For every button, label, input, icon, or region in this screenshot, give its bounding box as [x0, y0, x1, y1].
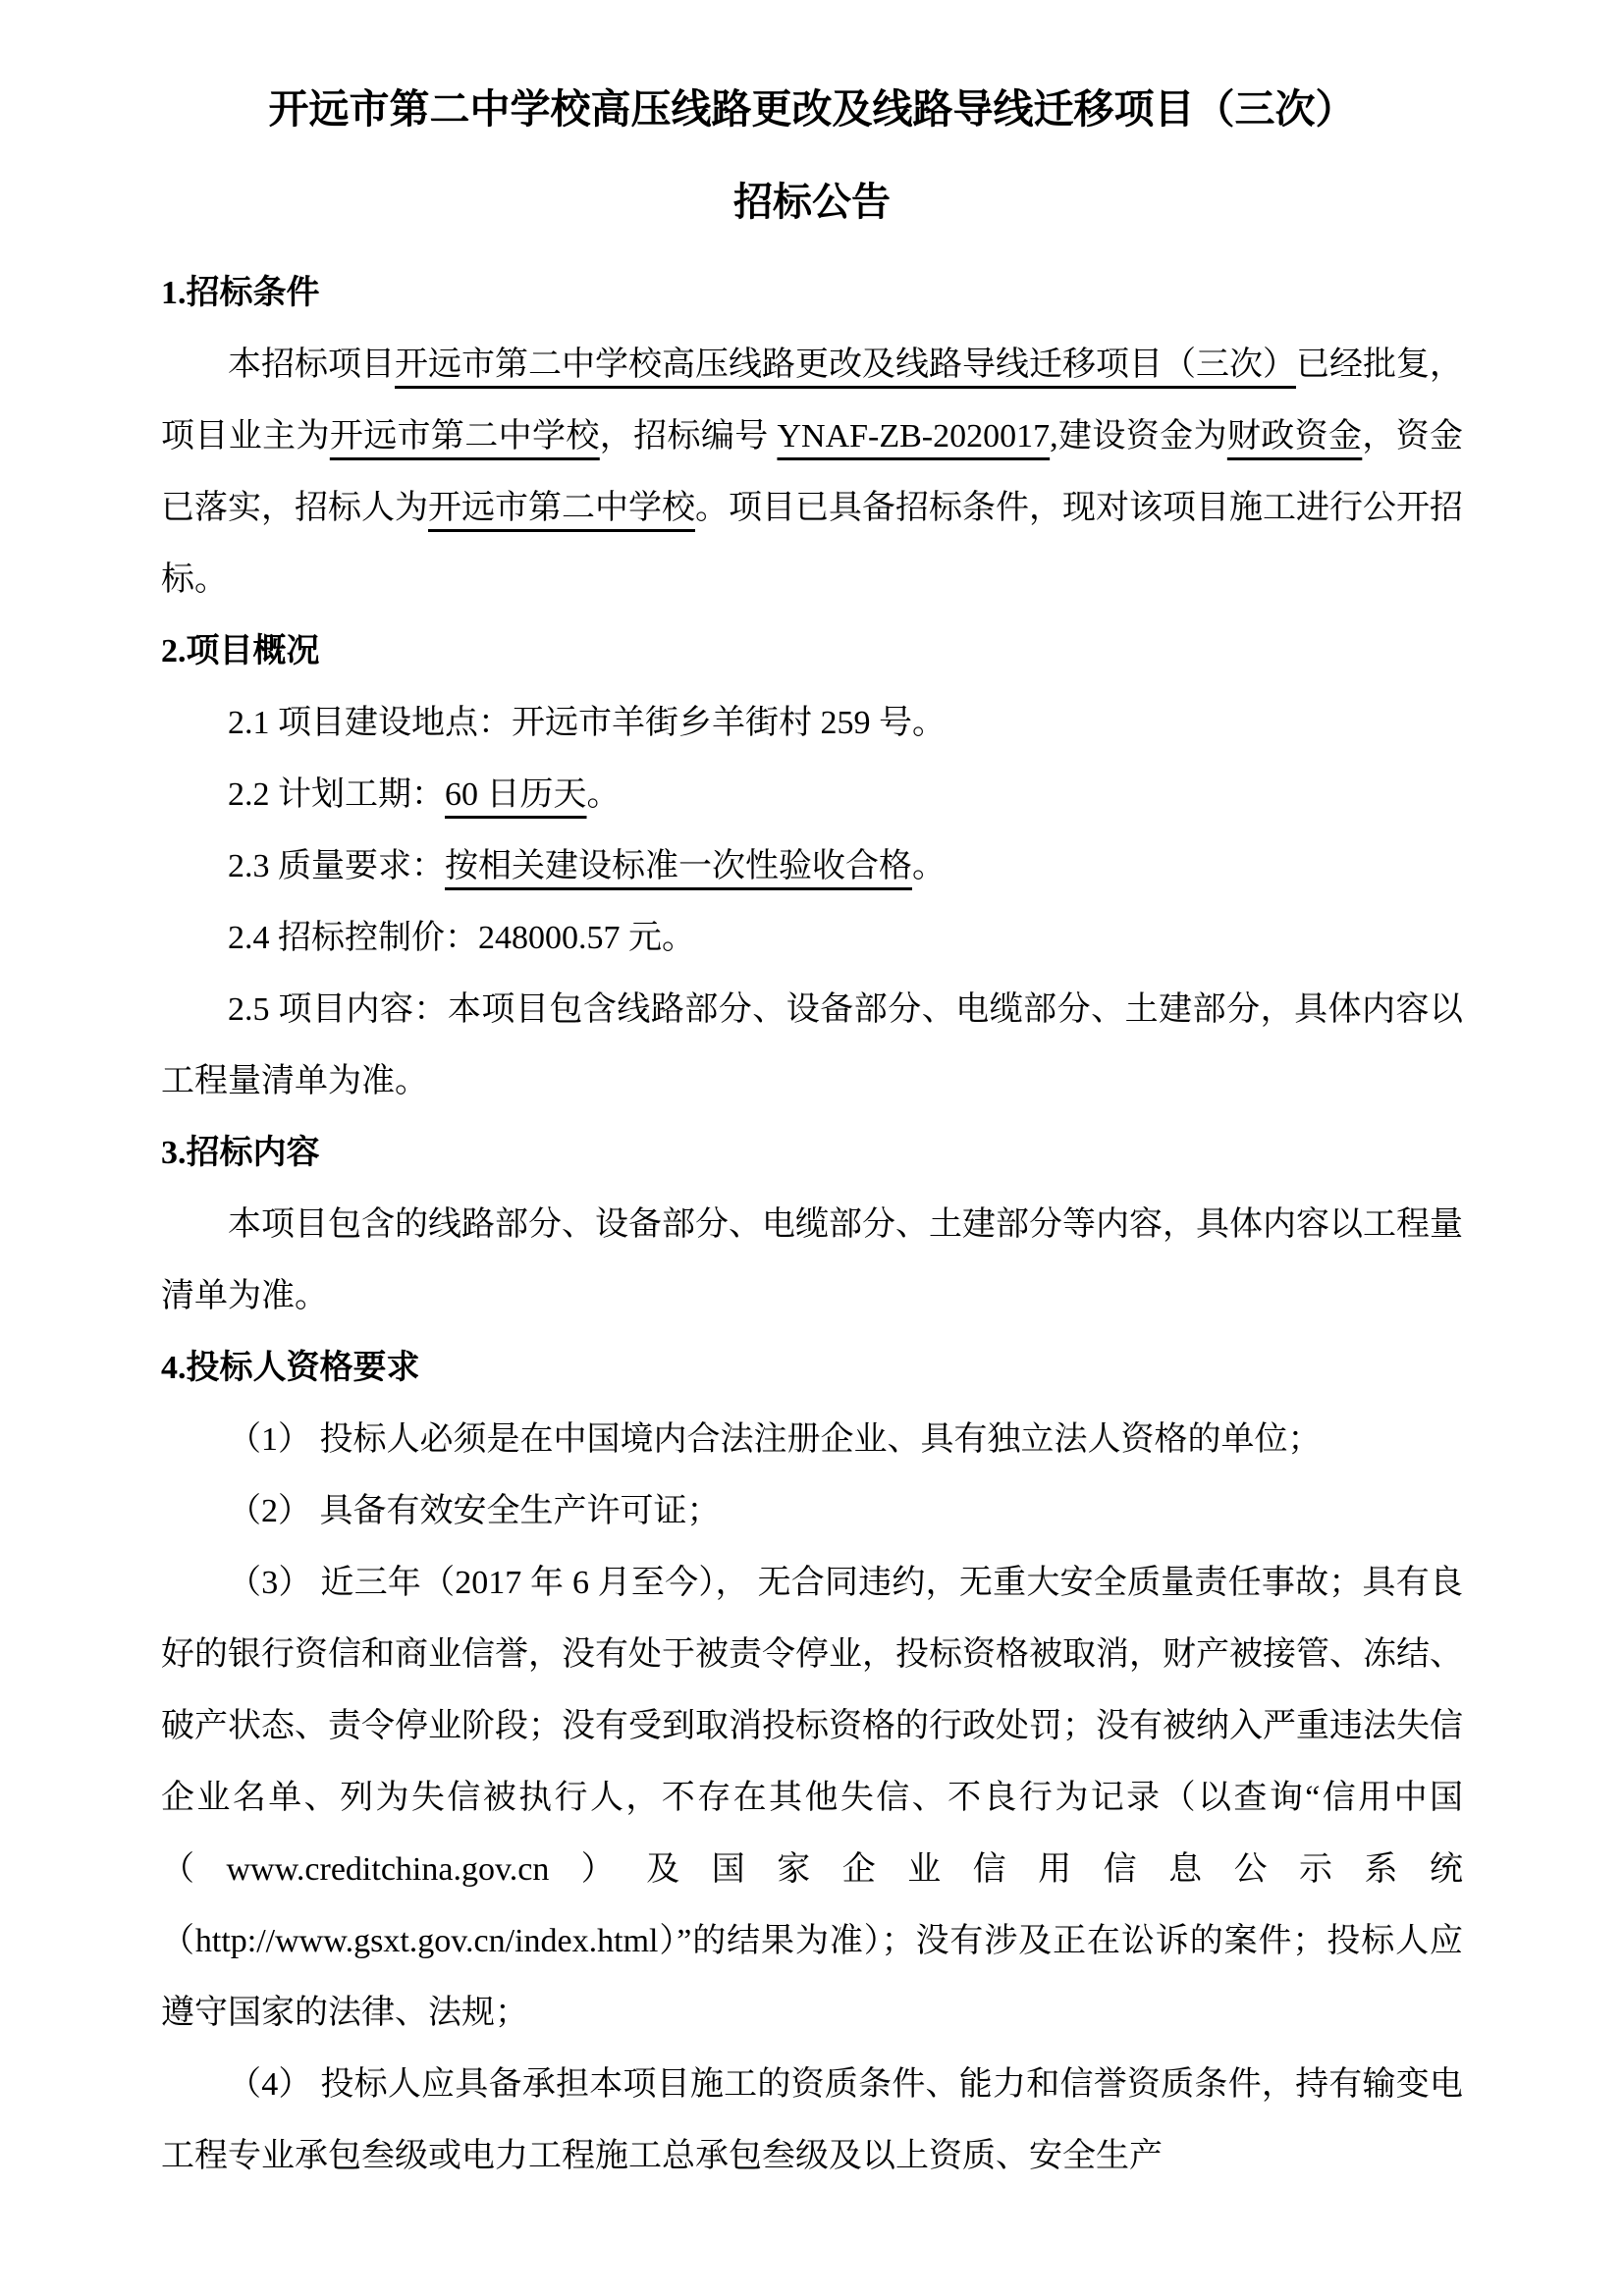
item-value: 本项目包含线路部分、设备部分、电缆部分、土建部分，具体内容以工程量清单为准。: [161, 991, 1464, 1099]
underlined-duration-value: 60 日历天: [445, 776, 587, 813]
qualification-item-1: （1） 投标人必须是在中国境内合法注册企业、具有独立法人资格的单位；: [228, 1421, 1322, 1458]
text-run: ，招标编号: [599, 418, 778, 454]
underlined-quality-value: 按相关建设标准一次性验收合格: [445, 848, 912, 884]
document-title: 开远市第二中学校高压线路更改及线路导线迁移项目（三次）: [268, 86, 1356, 132]
item-value: 开远市羊街乡羊街村 259 号。: [512, 705, 946, 741]
item-label: 2.2 计划工期：: [228, 776, 445, 813]
text-run: ,建设资金为: [1050, 418, 1227, 454]
item-label: 2.4 招标控制价：: [228, 920, 478, 956]
underlined-funding-source: 财政资金: [1226, 418, 1363, 454]
qualification-item-3: （3） 近三年（2017 年 6 月至今）， 无合同违约，无重大安全质量责任事故；具有良好的银行资信和商业信誉，没有处于被责令停业，投标资格被取消，财产被接管、冻结、破产状态、责令停业阶段；没有受到取消投标资格的行政处罚；没有被纳入严重违法失信企业名单、列为失信被执行人，不存在其他失信、不良行为记录（以查询“信用中国（www.creditchina.gov.cn）及国家企业信用信息公示系统（http://www.gsxt.gov.cn/index.html）”的结果为准）；没有涉及正在讼诉的案件；投标人应遵守国家的法律、法规；: [161, 1565, 1463, 2031]
qualification-item-4: （4） 投标人应具备承担本项目施工的资质条件、能力和信誉资质条件，持有输变电工程专业承包叁级或电力工程施工总承包叁级及以上资质、安全生产: [161, 2066, 1463, 2174]
item-label: 2.5 项目内容：: [228, 991, 448, 1028]
section-4-heading: 4.投标人资格要求: [161, 1350, 420, 1386]
underlined-tenderer-name: 开远市第二中学校: [428, 490, 695, 526]
section-2-heading: 2.项目概况: [161, 633, 320, 669]
item-value: 248000.57 元。: [478, 920, 695, 956]
item-tail: 。: [586, 776, 621, 813]
item-label: 2.1 项目建设地点：: [228, 705, 512, 741]
section-1-heading: 1.招标条件: [161, 275, 320, 311]
underlined-tender-number: YNAF-ZB-2020017: [777, 418, 1051, 454]
project-content-item: [161, 974, 1463, 1117]
text-run: 本招标项目: [228, 347, 395, 383]
qualification-item-2: （2） 具备有效安全生产许可证；: [228, 1493, 721, 1529]
underlined-owner-name: 开远市第二中学校: [329, 418, 600, 454]
text-run: 已经批复，项目业主为: [161, 347, 1463, 454]
document-subtitle: 招标公告: [733, 180, 891, 224]
quality-requirement-item: [161, 830, 1463, 902]
control-price-item: [161, 902, 1463, 974]
section-3-paragraph: 本项目包含的线路部分、设备部分、电缆部分、土建部分等内容，具体内容以工程量清单为准。: [161, 1206, 1463, 1314]
item-tail: 。: [912, 848, 946, 884]
text-run: 。项目已具备招标条件，现对该项目施工进行公开招标。: [161, 490, 1463, 598]
project-location-item: [161, 687, 1463, 759]
section-3-heading: 3.招标内容: [161, 1135, 320, 1171]
underlined-project-name: 开远市第二中学校高压线路更改及线路导线迁移项目（三次）: [395, 347, 1296, 383]
section-1-paragraph: [161, 329, 1463, 615]
planned-duration-item: [161, 759, 1463, 830]
item-label: 2.3 质量要求：: [228, 848, 445, 884]
text-run: ，资金已落实，招标人为: [161, 418, 1464, 526]
